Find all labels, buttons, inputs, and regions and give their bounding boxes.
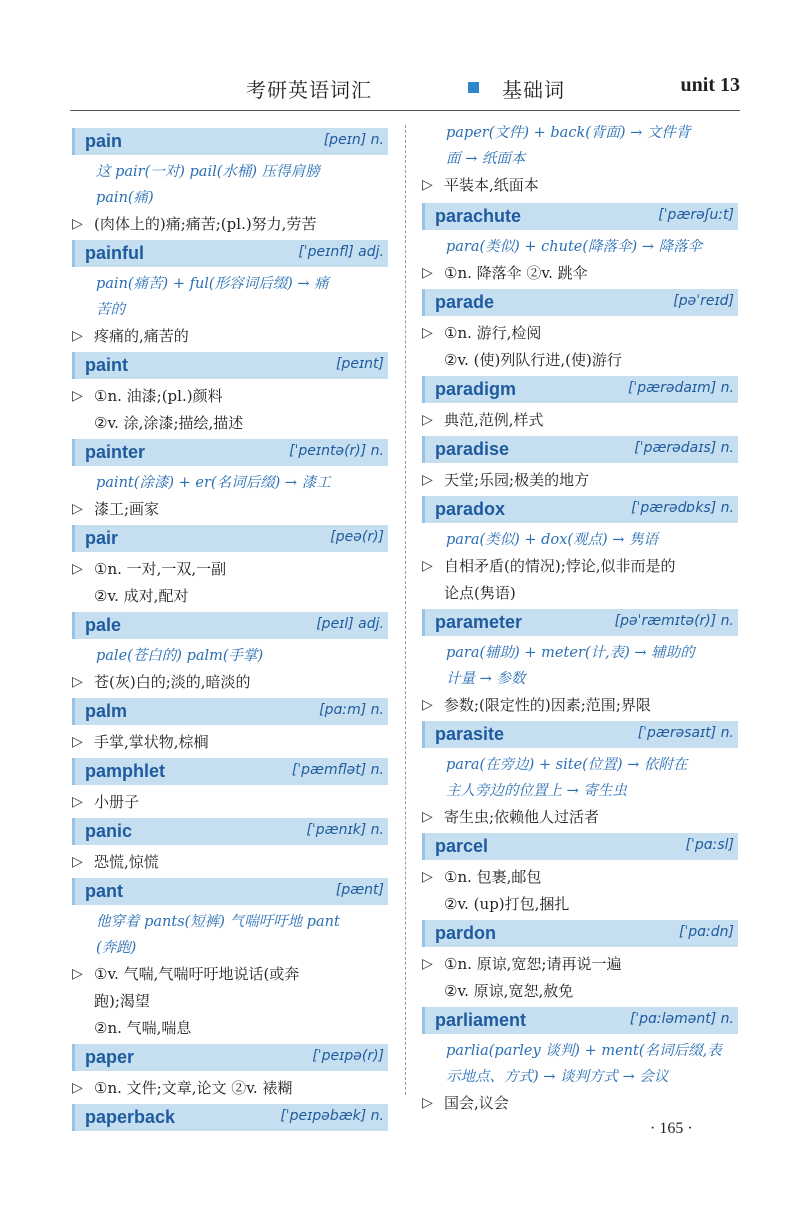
definition-text: 自相矛盾(的情况);悖论,似非而是的 xyxy=(444,557,676,575)
headword: parameter xyxy=(435,612,523,632)
headword-bar xyxy=(72,240,388,267)
word-entry xyxy=(422,203,738,287)
definition-text: ①v. 气喘,气喘吁吁地说话(或奔 xyxy=(94,965,300,983)
pronunciation: [pænt] xyxy=(335,882,384,898)
triangle-bullet-icon: ▷ xyxy=(72,734,83,750)
pronunciation: [ˈpɑːləmənt] n. xyxy=(629,1011,734,1027)
definition-line xyxy=(72,961,388,988)
headword: pardon xyxy=(435,923,496,943)
running-header xyxy=(70,70,740,108)
word-entry xyxy=(72,818,388,876)
definition-line xyxy=(72,669,388,696)
pronunciation: [ˈpænɪk] n. xyxy=(306,822,384,838)
triangle-bullet-icon: ▷ xyxy=(422,558,433,574)
headword-bar xyxy=(72,698,388,725)
definition-line: 论点(隽语) xyxy=(444,584,516,602)
triangle-bullet-icon: ▷ xyxy=(422,412,433,428)
definition-line xyxy=(72,556,388,583)
headword: pant xyxy=(85,881,123,901)
etymology-line: para(类似) + dox(观点) → 隽语 xyxy=(446,532,659,548)
right-column xyxy=(422,125,738,1119)
headword: painter xyxy=(85,442,146,462)
unit-label: unit 13 xyxy=(680,74,740,96)
definition-line xyxy=(72,729,388,756)
definition-text: ①n. 一对,一双,一副 xyxy=(94,560,227,578)
definition-text: 小册子 xyxy=(94,793,140,811)
headword: paperback xyxy=(85,1107,176,1127)
definition-text: 苍(灰)白的;淡的,暗淡的 xyxy=(94,673,251,691)
headword: paradox xyxy=(435,499,506,519)
triangle-bullet-icon: ▷ xyxy=(422,869,433,885)
word-entry xyxy=(422,496,738,607)
word-entry xyxy=(72,878,388,1042)
definition-line: ②v. 涂,涂漆;描绘,描述 xyxy=(94,414,244,432)
definition-line: ②v. (up)打包,捆扎 xyxy=(444,895,570,913)
definition-text: ①n. 文件;文章,论文 ②v. 裱糊 xyxy=(94,1079,293,1097)
etymology-line: 主人旁边的位置上 → 寄生虫 xyxy=(446,783,627,799)
definition-line xyxy=(72,496,388,523)
headword: parachute xyxy=(435,206,522,226)
definition-text: 手掌,掌状物,棕榈 xyxy=(94,733,209,751)
headword: palm xyxy=(85,701,128,721)
definition-line xyxy=(72,383,388,410)
definition-line xyxy=(422,260,738,287)
definition-text: 天堂;乐园;极美的地方 xyxy=(444,471,590,489)
headword-bar xyxy=(72,525,388,552)
word-entry xyxy=(422,1007,738,1117)
left-column xyxy=(72,128,388,1135)
definition-line xyxy=(422,172,738,199)
word-entry xyxy=(422,436,738,494)
definition-line xyxy=(72,789,388,816)
page-number: · 165 · xyxy=(650,1120,693,1137)
definition-text: 国会,议会 xyxy=(444,1094,509,1112)
definition-line: ②v. 原谅,宽恕,赦免 xyxy=(444,982,574,1000)
definition-text: 恐慌,惊慌 xyxy=(94,853,159,871)
pronunciation: [ˈpærədaɪs] n. xyxy=(634,440,734,456)
headword: paper xyxy=(85,1047,135,1067)
definition-line xyxy=(72,849,388,876)
headword: pain xyxy=(85,131,123,151)
headword-bar xyxy=(72,758,388,785)
word-entry xyxy=(422,376,738,434)
definition-text: ①n. 油漆;(pl.)颜料 xyxy=(94,387,223,405)
pronunciation: [ˈpærəʃuːt] xyxy=(658,207,734,223)
headword-bar xyxy=(422,289,738,316)
etymology-line: 示地点、方式) → 谈判方式 → 会议 xyxy=(446,1069,669,1085)
pronunciation: [ˈpɑːsl] xyxy=(685,837,734,853)
definition-text: 典范,范例,样式 xyxy=(444,411,544,429)
etymology-line: para(在旁边) + site(位置) → 依附在 xyxy=(446,757,688,773)
definition-text: 漆工;画家 xyxy=(94,500,160,518)
headword-bar xyxy=(422,376,738,403)
pronunciation: [ˈpeɪpəbæk] n. xyxy=(280,1108,384,1124)
definition-line: ②v. 成对,配对 xyxy=(94,587,189,605)
headword-bar xyxy=(72,128,388,155)
word-entry xyxy=(72,758,388,816)
word-entry xyxy=(72,612,388,696)
definition-text: (肉体上的)痛;痛苦;(pl.)努力,劳苦 xyxy=(94,215,317,233)
pronunciation: [peɪl] adj. xyxy=(316,616,384,632)
etymology-line: paint(涂漆) + er(名词后缀) → 漆工 xyxy=(96,475,331,491)
word-entry xyxy=(72,352,388,437)
pronunciation: [ˈpeɪpə(r)] xyxy=(312,1048,384,1064)
headword: parade xyxy=(435,292,495,312)
etymology-line: para(辅助) + meter(计,表) → 辅助的 xyxy=(446,645,695,661)
triangle-bullet-icon: ▷ xyxy=(72,388,83,404)
headword: paradise xyxy=(435,439,510,459)
etymology-line: 计量 → 参数 xyxy=(446,671,526,687)
triangle-bullet-icon: ▷ xyxy=(72,674,83,690)
headword-bar xyxy=(72,439,388,466)
definition-line xyxy=(422,804,738,831)
headword-bar xyxy=(422,721,738,748)
definition-line xyxy=(422,320,738,347)
square-bullet-icon xyxy=(468,82,479,93)
triangle-bullet-icon: ▷ xyxy=(72,794,83,810)
triangle-bullet-icon: ▷ xyxy=(422,472,433,488)
header-rule xyxy=(70,110,740,111)
etymology-line: pain(痛) xyxy=(96,190,154,206)
etymology-line: 苦的 xyxy=(96,302,125,318)
section-title: 基础词 xyxy=(502,78,565,102)
etymology-line: para(类似) + chute(降落伞) → 降落伞 xyxy=(446,239,703,255)
definition-text: ①n. 包裹,邮包 xyxy=(444,868,542,886)
definition-line xyxy=(422,951,738,978)
headword: parliament xyxy=(435,1010,527,1030)
definition-line: 跑);渴望 xyxy=(94,992,150,1010)
triangle-bullet-icon: ▷ xyxy=(72,966,83,982)
column-divider xyxy=(405,125,406,1095)
headword: panic xyxy=(85,821,133,841)
definition-line xyxy=(422,864,738,891)
headword-bar xyxy=(72,352,388,379)
word-entry xyxy=(422,609,738,719)
headword: parcel xyxy=(435,836,489,856)
definition-text: ①n. 原谅,宽恕;请再说一遍 xyxy=(444,955,622,973)
definition-text: ①n. 游行,检阅 xyxy=(444,324,542,342)
headword: painful xyxy=(85,243,144,263)
triangle-bullet-icon: ▷ xyxy=(422,325,433,341)
pronunciation: [pəˈreɪd] xyxy=(673,293,734,309)
etymology-line: paper(文件) + back(背面) → 文件背 xyxy=(446,125,691,141)
etymology-line: 面 → 纸面本 xyxy=(446,151,526,167)
word-entry xyxy=(72,128,388,238)
word-entry xyxy=(72,525,388,610)
definition-text: 平装本,纸面本 xyxy=(444,176,539,194)
headword: pamphlet xyxy=(85,761,166,781)
triangle-bullet-icon: ▷ xyxy=(422,697,433,713)
headword-bar xyxy=(72,1044,388,1071)
pronunciation: [peɪn] n. xyxy=(323,132,384,148)
definition-line xyxy=(422,553,738,580)
pronunciation: [ˈpeɪnfl] adj. xyxy=(298,244,384,260)
etymology-line: parlia(parley 谈判) + ment(名词后缀,表 xyxy=(446,1043,722,1059)
pronunciation: [ˈpɑːdn] xyxy=(678,924,734,940)
triangle-bullet-icon: ▷ xyxy=(72,854,83,870)
word-entry xyxy=(72,1104,388,1131)
definition-line xyxy=(72,211,388,238)
headword: paradigm xyxy=(435,379,517,399)
pronunciation: [ˈpærədɒks] n. xyxy=(631,500,734,516)
definition-text: 参数;(限定性的)因素;范围;界限 xyxy=(444,696,651,714)
pronunciation: [ˈpærəsaɪt] n. xyxy=(637,725,734,741)
definition-line: ②n. 气喘,喘息 xyxy=(94,1019,192,1037)
etymology-line: pain(痛苦) + ful(形容词后缀) → 痛 xyxy=(96,276,329,292)
word-entry xyxy=(72,439,388,523)
pronunciation: [ˈpærədaɪm] n. xyxy=(627,380,734,396)
headword-bar xyxy=(422,436,738,463)
pronunciation: [pəˈræmɪtə(r)] n. xyxy=(614,613,734,629)
triangle-bullet-icon: ▷ xyxy=(422,177,433,193)
definition-line: ②v. (使)列队行进,(使)游行 xyxy=(444,351,622,369)
word-entry xyxy=(422,833,738,918)
definition-line xyxy=(422,1090,738,1117)
triangle-bullet-icon: ▷ xyxy=(72,328,83,344)
headword-bar xyxy=(72,878,388,905)
headword-bar xyxy=(422,833,738,860)
headword-bar xyxy=(422,609,738,636)
headword-bar xyxy=(72,818,388,845)
etymology-line: pale(苍白的) palm(手掌) xyxy=(96,648,264,664)
definition-line xyxy=(422,467,738,494)
pronunciation: [peə(r)] xyxy=(330,529,384,545)
continued-entry xyxy=(422,120,738,199)
definition-text: 疼痛的,痛苦的 xyxy=(94,327,189,345)
definition-text: ①n. 降落伞 ②v. 跳伞 xyxy=(444,264,588,282)
headword-bar xyxy=(422,496,738,523)
headword: parasite xyxy=(435,724,505,744)
triangle-bullet-icon: ▷ xyxy=(72,1080,83,1096)
word-entry xyxy=(422,920,738,1005)
etymology-line: 他穿着 pants(短裤) 气喘吁吁地 pant xyxy=(96,914,340,930)
word-entry xyxy=(422,721,738,831)
definition-line xyxy=(422,407,738,434)
pronunciation: [ˈpeɪntə(r)] n. xyxy=(289,443,384,459)
headword: paint xyxy=(85,355,128,375)
etymology-line: (奔跑) xyxy=(96,940,137,956)
book-title: 考研英语词汇 xyxy=(246,78,372,102)
headword-bar xyxy=(72,612,388,639)
word-entry xyxy=(422,289,738,374)
headword-bar xyxy=(422,203,738,230)
triangle-bullet-icon: ▷ xyxy=(72,216,83,232)
headword-bar xyxy=(72,1104,388,1131)
headword-bar xyxy=(422,1007,738,1034)
pronunciation: [ˈpæmflət] n. xyxy=(291,762,384,778)
word-entry xyxy=(72,698,388,756)
headword: pair xyxy=(85,528,119,548)
definition-text: 寄生虫;依赖他人过活者 xyxy=(444,808,600,826)
definition-line xyxy=(72,1075,388,1102)
pronunciation: [peɪnt] xyxy=(336,356,384,372)
pronunciation: [pɑːm] n. xyxy=(319,702,384,718)
triangle-bullet-icon: ▷ xyxy=(422,1095,433,1111)
word-entry xyxy=(72,240,388,350)
triangle-bullet-icon: ▷ xyxy=(422,809,433,825)
definition-line xyxy=(422,692,738,719)
definition-line xyxy=(72,323,388,350)
triangle-bullet-icon: ▷ xyxy=(72,561,83,577)
triangle-bullet-icon: ▷ xyxy=(422,956,433,972)
triangle-bullet-icon: ▷ xyxy=(422,265,433,281)
headword: pale xyxy=(85,615,122,635)
etymology-line: 这 pair(一对) pail(水桶) 压得肩膀 xyxy=(96,164,320,180)
word-entry xyxy=(72,1044,388,1102)
triangle-bullet-icon: ▷ xyxy=(72,501,83,517)
headword-bar xyxy=(422,920,738,947)
